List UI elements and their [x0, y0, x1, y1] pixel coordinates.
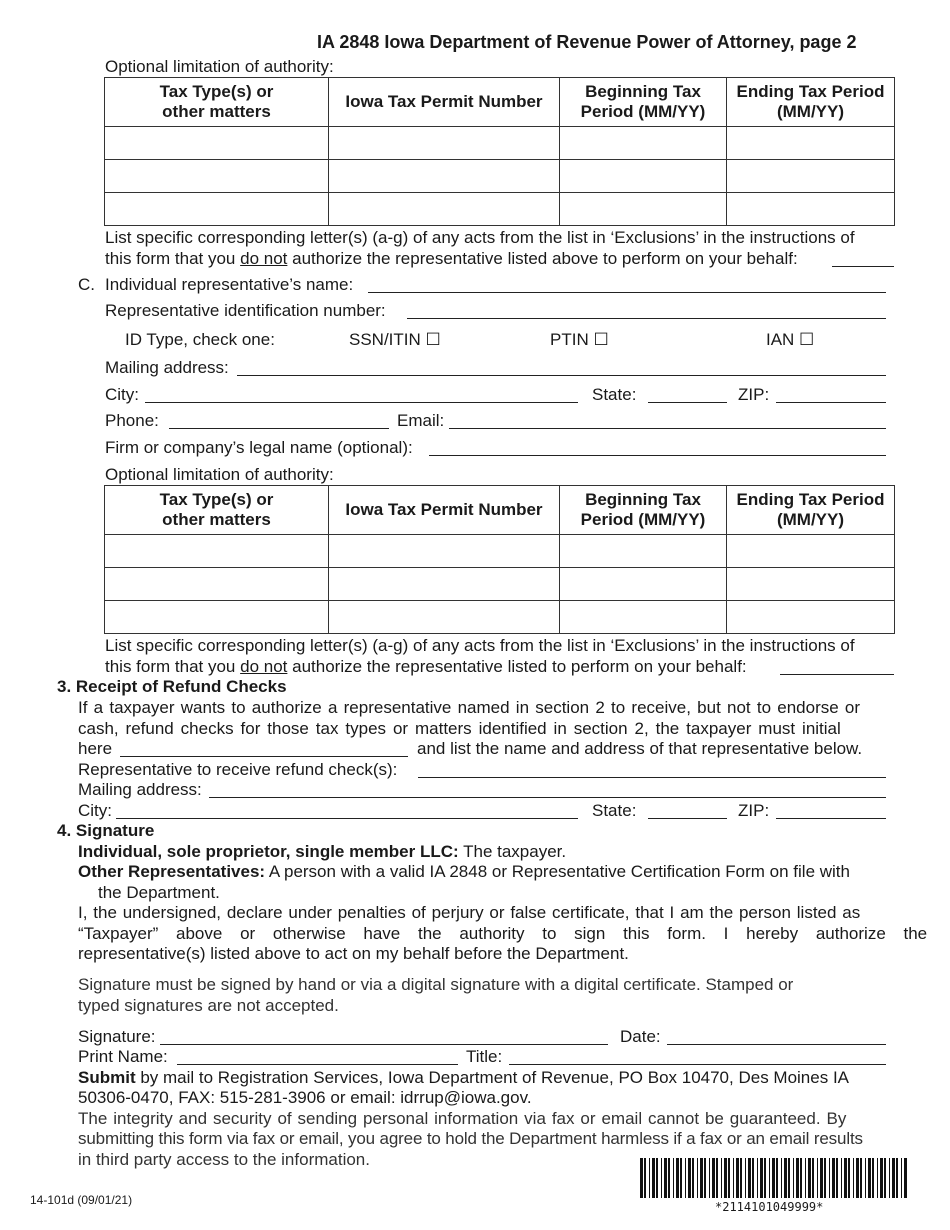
zip-field[interactable] — [776, 402, 886, 403]
refund-mailing-field[interactable] — [209, 797, 886, 798]
exclusions-text-line2: this form that you do not authorize the representative listed above to perform on your behalf: — [105, 249, 798, 268]
refund-state-label: State: — [592, 801, 637, 820]
state-field[interactable] — [648, 402, 727, 403]
exclusions-input-line[interactable] — [832, 266, 894, 267]
integrity-note-line2: submitting this form via fax or email, you agree to hold the Department harmless if a fax or an email results — [78, 1129, 863, 1148]
declaration-line1: I, the undersigned, declare under penalties of perjury or false certificate, that I am the person listed as — [78, 903, 861, 922]
ian-checkbox[interactable]: IAN ☐ — [766, 330, 815, 349]
limitation-table-top — [104, 77, 895, 226]
table-row[interactable] — [105, 127, 895, 160]
refund-rep-label: Representative to receive refund check(s): — [78, 760, 398, 779]
col-beginning-period: Beginning Tax Period (MM/YY) — [560, 78, 727, 127]
col-ending-period: Ending Tax Period (MM/YY) — [727, 486, 895, 535]
refund-para-line1: If a taxpayer wants to authorize a representative named in section 2 to receive, but not to endorse or — [78, 698, 861, 717]
declaration-line3: representative(s) listed above to act on my behalf before the Department. — [78, 944, 629, 963]
refund-state-field[interactable] — [648, 818, 727, 819]
table-header-row — [105, 486, 895, 535]
table-row[interactable] — [105, 193, 895, 226]
section-4-heading: 4. Signature — [57, 821, 155, 840]
submit-instructions-line1: Submit by mail to Registration Services, Iowa Department of Revenue, PO Box 10470, Des Moines IA — [78, 1068, 850, 1087]
exclusions-text-line1: List specific corresponding letter(s) (a-g) of any acts from the list in ‘Exclusions’ in the instructions of — [105, 636, 855, 655]
limitation-table-section-c — [104, 485, 895, 634]
firm-name-label: Firm or company’s legal name (optional): — [105, 438, 413, 457]
col-permit-number: Iowa Tax Permit Number — [329, 486, 560, 535]
ssn-itin-checkbox[interactable]: SSN/ITIN ☐ — [349, 330, 441, 349]
phone-label: Phone: — [105, 411, 159, 430]
col-tax-type: Tax Type(s) or other matters — [105, 78, 329, 127]
email-field[interactable] — [449, 428, 886, 429]
email-label: Email: — [397, 411, 445, 430]
section-3-heading: 3. Receipt of Refund Checks — [57, 677, 287, 696]
rep-id-label: Representative identification number: — [105, 301, 386, 320]
refund-para-after: and list the name and address of that representative below. — [417, 739, 863, 758]
refund-para-line2: cash, refund checks for those tax types or matters identified in section 2, the taxpayer must initial — [78, 719, 841, 738]
integrity-note-line1: The integrity and security of sending personal information via fax or email cannot be guaranteed. By — [78, 1109, 847, 1128]
individual-signer-text: Individual, sole proprietor, single member LLC: The taxpayer. — [78, 842, 567, 861]
print-name-field[interactable] — [177, 1064, 458, 1065]
refund-city-label: City: — [78, 801, 112, 820]
barcode-icon — [640, 1158, 908, 1198]
barcode-text: *2114101049999* — [715, 1200, 824, 1214]
refund-here-label: here — [78, 739, 113, 758]
integrity-note-line3: in third party access to the information. — [78, 1150, 370, 1169]
page-title: IA 2848 Iowa Department of Revenue Power of Attorney, page 2 — [317, 32, 857, 52]
signature-note-line2: typed signatures are not accepted. — [78, 996, 339, 1015]
date-label: Date: — [620, 1027, 661, 1046]
optional-limitation-caption: Optional limitation of authority: — [105, 57, 334, 76]
refund-rep-field[interactable] — [418, 777, 886, 778]
print-name-label: Print Name: — [78, 1047, 168, 1066]
mailing-address-label: Mailing address: — [105, 358, 229, 377]
exclusions-text-line2: this form that you do not authorize the representative listed to perform on your behalf: — [105, 657, 747, 676]
refund-zip-field[interactable] — [776, 818, 886, 819]
title-field[interactable] — [509, 1064, 886, 1065]
taxpayer-initial-field[interactable] — [120, 756, 408, 757]
date-field[interactable] — [667, 1044, 886, 1045]
signature-note-line1: Signature must be signed by hand or via a digital signature with a digital certificate. Stamped or — [78, 975, 794, 994]
table-row[interactable] — [105, 160, 895, 193]
exclusions-text-line1: List specific corresponding letter(s) (a-g) of any acts from the list in ‘Exclusions’ in the instructions of — [105, 228, 855, 247]
city-field[interactable] — [145, 402, 578, 403]
table-row[interactable] — [105, 535, 895, 568]
optional-limitation-caption: Optional limitation of authority: — [105, 465, 334, 484]
form-number: 14-101d (09/01/21) — [30, 1193, 133, 1207]
table-header-row — [105, 78, 895, 127]
refund-mailing-label: Mailing address: — [78, 780, 202, 799]
refund-city-field[interactable] — [116, 818, 578, 819]
zip-label: ZIP: — [738, 385, 770, 404]
id-type-label: ID Type, check one: — [125, 330, 275, 349]
rep-id-field[interactable] — [407, 318, 886, 319]
submit-instructions-line2: 50306-0470, FAX: 515-281-3906 or email: idrrup@iowa.gov. — [78, 1088, 532, 1107]
section-c-marker: C. — [78, 275, 95, 294]
other-reps-text-line1: Other Representatives: A person with a valid IA 2848 or Representative Certification Form on file with — [78, 862, 850, 881]
city-label: City: — [105, 385, 139, 404]
phone-field[interactable] — [169, 428, 389, 429]
refund-zip-label: ZIP: — [738, 801, 770, 820]
firm-name-field[interactable] — [429, 455, 886, 456]
col-ending-period: Ending Tax Period (MM/YY) — [727, 78, 895, 127]
rep-name-field[interactable] — [368, 292, 886, 293]
rep-name-label: Individual representative’s name: — [105, 275, 354, 294]
title-label: Title: — [466, 1047, 503, 1066]
table-row[interactable] — [105, 601, 895, 634]
exclusions-input-line[interactable] — [780, 674, 894, 675]
ptin-checkbox[interactable]: PTIN ☐ — [550, 330, 609, 349]
table-row[interactable] — [105, 568, 895, 601]
col-permit-number: Iowa Tax Permit Number — [329, 78, 560, 127]
col-beginning-period: Beginning Tax Period (MM/YY) — [560, 486, 727, 535]
signature-label: Signature: — [78, 1027, 156, 1046]
declaration-line2: “Taxpayer” above or otherwise have the authority to sign this form. I hereby authorize the — [78, 924, 928, 943]
other-reps-text-line2: the Department. — [98, 883, 220, 902]
mailing-address-field[interactable] — [237, 375, 886, 376]
signature-field[interactable] — [160, 1044, 608, 1045]
col-tax-type: Tax Type(s) or other matters — [105, 486, 329, 535]
state-label: State: — [592, 385, 637, 404]
